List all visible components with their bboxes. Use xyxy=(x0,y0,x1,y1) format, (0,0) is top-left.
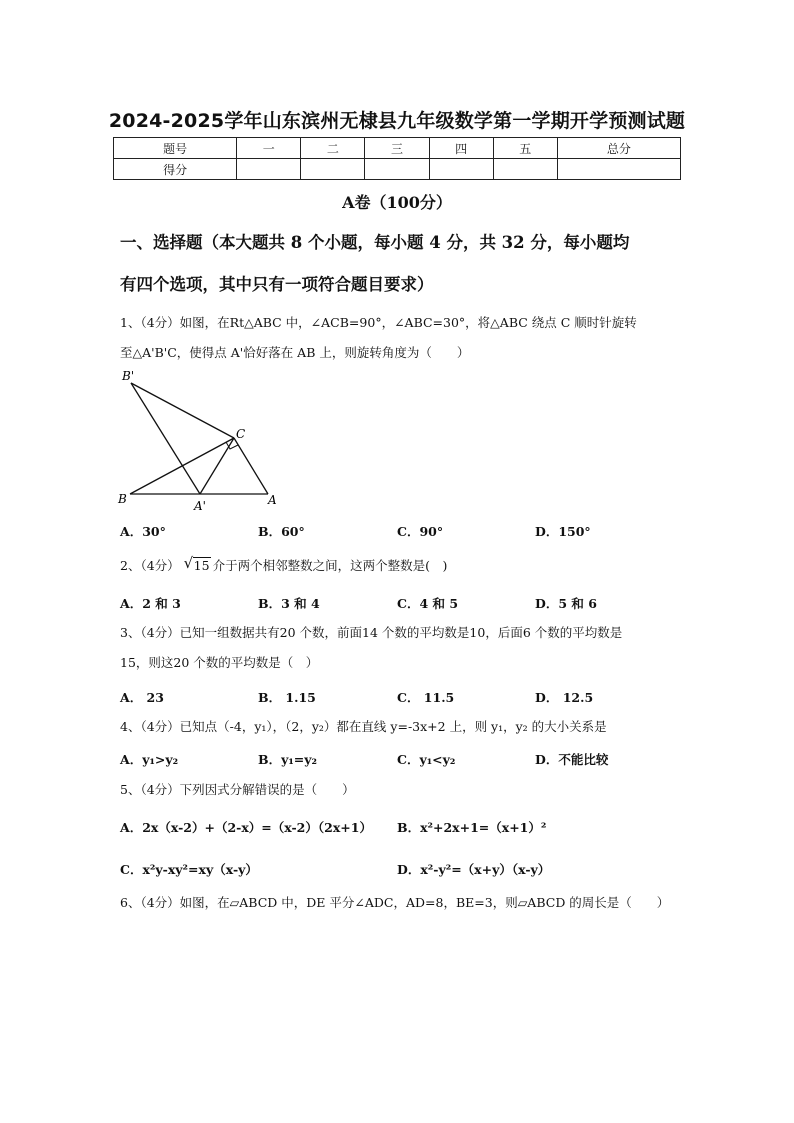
score-header-cell: 二 xyxy=(301,138,365,159)
option-a[interactable]: A．y₁>y₂ xyxy=(120,752,179,767)
question-2-prefix: 2、（4分） xyxy=(120,558,180,573)
option-d[interactable]: D．x²-y²=（x+y）（x-y） xyxy=(397,862,551,877)
score-table xyxy=(113,137,681,180)
option-b[interactable]: B．60° xyxy=(258,524,305,539)
part1-heading-line1: 一、选择题（本大题共 8 个小题，每小题 4 分，共 32 分，每小题均 xyxy=(120,233,630,252)
score-cell xyxy=(365,159,429,180)
question-6 xyxy=(120,888,685,918)
option-c[interactable]: C．90° xyxy=(397,524,444,539)
option-a[interactable]: A．30° xyxy=(120,524,166,539)
score-header-cell: 三 xyxy=(365,138,429,159)
label-c: C xyxy=(236,427,246,441)
option-a[interactable]: A．2x（x-2）+（2-x）=（x-2）（2x+1） xyxy=(120,820,372,835)
option-a[interactable]: A． 23 xyxy=(120,690,164,705)
option-a[interactable]: A．2 和 3 xyxy=(120,596,181,611)
sqrt-expression xyxy=(184,551,211,581)
question-1-line1: 1、（4分）如图，在Rt△ABC 中，∠ACB=90°，∠ABC=30°，将△ABC 绕点 C 顺时针旋转 xyxy=(120,315,637,330)
option-c[interactable]: C． 11.5 xyxy=(397,690,455,705)
question-1-line2: 至△A'B'C，使得点 A'恰好落在 AB 上，则旋转角度为（ ） xyxy=(120,345,470,360)
option-c[interactable]: C．x²y-xy²=xy（x-y） xyxy=(120,862,258,877)
score-header-cell: 四 xyxy=(429,138,493,159)
sqrt-icon: √ xyxy=(183,554,194,572)
question-6-text: 6、（4分）如图，在▱ABCD 中，DE 平分∠ADC，AD=8，BE=3，则▱ABCD 的周长是（ ） xyxy=(120,895,670,910)
section-a-heading: A卷（100分） xyxy=(342,193,452,212)
question-1-figure xyxy=(112,368,297,518)
segment-c-a xyxy=(234,438,268,494)
label-a-prime: A' xyxy=(194,499,206,513)
option-c[interactable]: C．4 和 5 xyxy=(397,596,459,611)
question-1 xyxy=(120,308,685,368)
option-d[interactable]: D．不能比较 xyxy=(535,752,609,767)
part1-heading xyxy=(120,222,680,306)
question-4 xyxy=(120,712,685,742)
score-cell xyxy=(429,159,493,180)
question-3-line2: 15，则这20 个数的平均数是（ ） xyxy=(120,655,319,670)
score-header-cell: 五 xyxy=(493,138,557,159)
label-b-prime: B' xyxy=(122,369,135,383)
segment-bp-c xyxy=(131,383,234,438)
question-3-line1: 3、（4分）已知一组数据共有20 个数，前面14 个数的平均数是10，后面6 个数的平均数是 xyxy=(120,625,623,640)
score-cell xyxy=(301,159,365,180)
option-b[interactable]: B．3 和 4 xyxy=(258,596,320,611)
part1-heading-line2: 有四个选项，其中只有一项符合题目要求） xyxy=(120,275,434,294)
segment-bp-ap xyxy=(131,383,200,494)
option-b[interactable]: B．y₁=y₂ xyxy=(258,752,318,767)
question-2-suffix: 介于两个相邻整数之间，这两个整数是( ) xyxy=(212,558,448,573)
score-header-cell: 一 xyxy=(237,138,301,159)
option-b[interactable]: B． 1.15 xyxy=(258,690,316,705)
score-cell xyxy=(237,159,301,180)
score-header-cell: 题号 xyxy=(114,138,237,159)
segment-b-c xyxy=(130,438,234,494)
option-d[interactable]: D．5 和 6 xyxy=(535,596,597,611)
option-d[interactable]: D． 12.5 xyxy=(535,690,594,705)
question-3 xyxy=(120,618,685,678)
label-b: B xyxy=(118,492,127,506)
score-table-header-row xyxy=(114,138,681,159)
score-table-score-row xyxy=(114,159,681,180)
question-5-text: 5、（4分）下列因式分解错误的是（ ） xyxy=(120,782,355,797)
option-c[interactable]: C．y₁<y₂ xyxy=(397,752,456,767)
label-a: A xyxy=(268,493,277,507)
question-5 xyxy=(120,775,685,805)
score-cell xyxy=(493,159,557,180)
exam-title: 2024-2025学年山东滨州无棣县九年级数学第一学期开学预测试题 xyxy=(108,110,686,132)
score-cell xyxy=(557,159,680,180)
score-row-label: 得分 xyxy=(114,159,237,180)
option-b[interactable]: B．x²+2x+1=（x+1）² xyxy=(397,820,547,835)
question-4-text: 4、（4分）已知点（-4，y₁），（2，y₂）都在直线 y=-3x+2 上，则 y₁，y₂ 的大小关系是 xyxy=(120,719,607,734)
question-2 xyxy=(120,551,685,581)
option-d[interactable]: D．150° xyxy=(535,524,591,539)
score-header-cell: 总分 xyxy=(557,138,680,159)
sqrt-radicand: 15 xyxy=(193,558,210,573)
